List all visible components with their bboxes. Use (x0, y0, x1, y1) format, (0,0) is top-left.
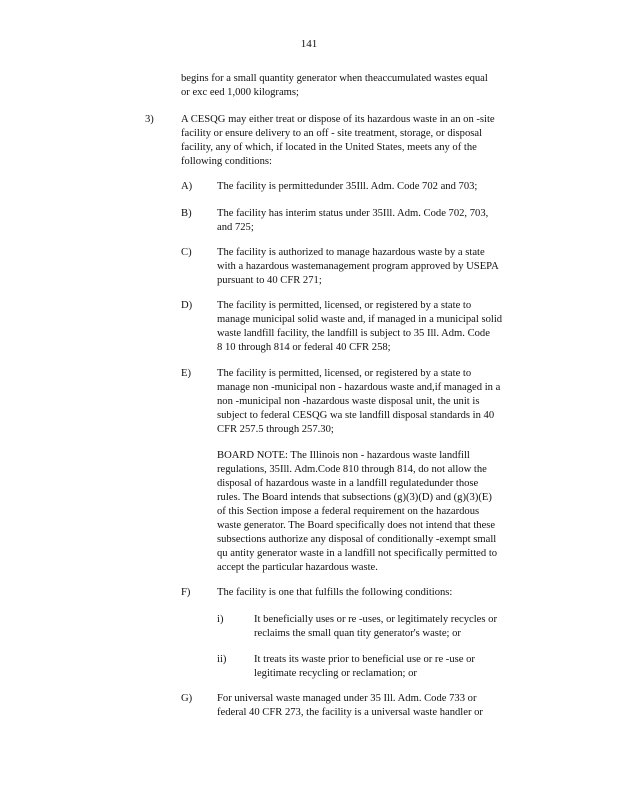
text-line: begins for a small quantity generator when theaccumulated wastes equal (181, 73, 488, 84)
item-c-text (217, 246, 537, 288)
item-d-text (217, 299, 541, 355)
text-line: The facility is permitted, licensed, or registered by a state to (217, 300, 472, 311)
item-b-label: B) (181, 208, 192, 219)
continuation-paragraph (181, 72, 531, 100)
text-line: CFR 257.5 through 257.30; (217, 424, 334, 435)
board-note (217, 449, 541, 575)
text-line: accept the particular hazardous waste. (217, 562, 378, 573)
text-line: regulations, 35Ill. Adm.Code 810 through 814, do not allow the (217, 464, 487, 475)
text-line: waste generator. The Board specifically does not intend that these (217, 520, 496, 531)
text-line: manage municipal solid waste and, if managed in a municipal solid (217, 314, 503, 325)
text-line: facility, any of which, if located in the United States, meets any of the (181, 142, 477, 153)
item-g-label: G) (181, 693, 193, 704)
text-line: non -municipal non -hazardous waste disposal unit, the unit is (217, 396, 480, 407)
item-g-text (217, 692, 537, 720)
item-e-text (217, 367, 541, 437)
text-line: facility or ensure delivery to an off - site treatment, storage, or disposal (181, 128, 483, 139)
text-line: For universal waste managed under 35 Ill. Adm. Code 733 or (217, 693, 477, 704)
item-3-text (181, 113, 537, 169)
text-line: manage non -municipal non - hazardous waste and,if managed in a (217, 382, 501, 393)
text-line: It beneficially uses or re -uses, or legitimately recycles or (254, 614, 497, 625)
item-c-label: C) (181, 247, 192, 258)
text-line: The facility is permittedunder 35Ill. Adm. Code 702 and 703; (217, 181, 478, 192)
text-line: BOARD NOTE: The Illinois non - hazardous waste landfill (217, 450, 470, 461)
text-line: A CESQG may either treat or dispose of its hazardous waste in an on -site (181, 114, 495, 125)
text-line: subject to federal CESQG wa ste landfill disposal standards in 40 (217, 410, 495, 421)
text-line: 8 10 through 814 or federal 40 CFR 258; (217, 342, 391, 353)
item-b-text (217, 207, 537, 235)
item-f-ii-label: ii) (217, 654, 227, 665)
item-f-ii-text (254, 653, 540, 681)
text-line: federal 40 CFR 273, the facility is a universal waste handler or (217, 707, 483, 718)
item-d-label: D) (181, 300, 193, 311)
text-line: The facility is authorized to manage hazardous waste by a state (217, 247, 485, 258)
text-line: of this Section impose a federal requirement on the hazardous (217, 506, 480, 517)
text-line: The facility is one that fulfills the following conditions: (217, 587, 453, 598)
text-line: It treats its waste prior to beneficial use or re -use or (254, 654, 475, 665)
text-line: following conditions: (181, 156, 272, 167)
item-a-text (217, 180, 537, 194)
item-f-text (217, 586, 537, 600)
text-line: with a hazardous wastemanagement program approved by USEPA (217, 261, 499, 272)
text-line: rules. The Board intends that subsections (g)(3)(D) and (g)(3)(E) (217, 492, 492, 503)
text-line: or exc eed 1,000 kilograms; (181, 87, 299, 98)
text-line: The facility has interim status under 35Ill. Adm. Code 702, 703, (217, 208, 489, 219)
text-line: reclaims the small quan tity generator's waste; or (254, 628, 461, 639)
text-line: and 725; (217, 222, 254, 233)
item-e-label: E) (181, 368, 191, 379)
text-line: subsections authorize any disposal of conditionally -exempt small (217, 534, 497, 545)
page-number: 141 (300, 38, 318, 50)
item-f-label: F) (181, 587, 191, 598)
text-line: legitimate recycling or reclamation; or (254, 668, 417, 679)
text-line: The facility is permitted, licensed, or registered by a state to (217, 368, 472, 379)
item-a-label: A) (181, 181, 193, 192)
text-line: waste landfill facility, the landfill is subject to 35 Ill. Adm. Code (217, 328, 490, 339)
text-line: pursuant to 40 CFR 271; (217, 275, 322, 286)
item-f-i-text (254, 613, 540, 641)
item-3-label: 3) (145, 114, 154, 125)
text-line: qu antity generator waste in a landfill not specifically permitted to (217, 548, 498, 559)
item-f-i-label: i) (217, 614, 224, 625)
text-line: disposal of hazardous waste in a landfill regulatedunder those (217, 478, 479, 489)
